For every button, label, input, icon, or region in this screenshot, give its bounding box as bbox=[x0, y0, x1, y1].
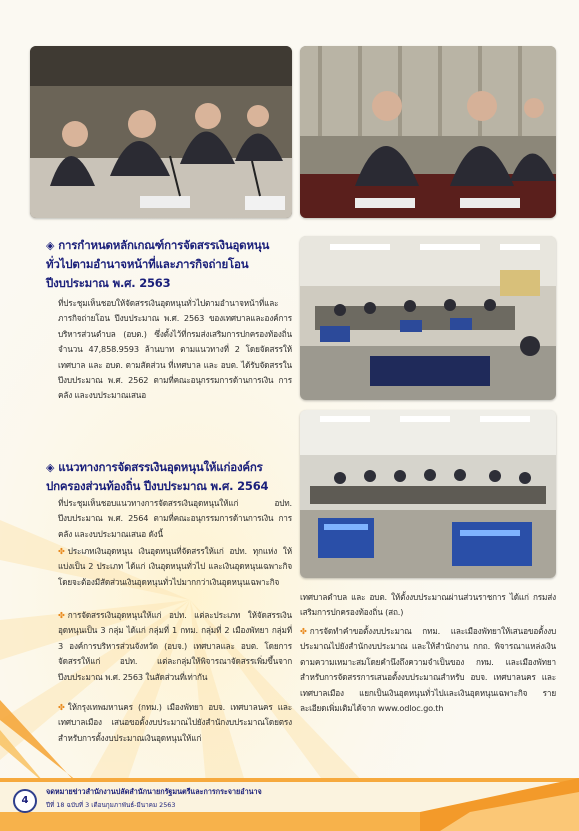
flower-bullet-icon: ✤ bbox=[58, 610, 65, 620]
section-1-heading bbox=[46, 236, 292, 293]
list-item bbox=[58, 608, 292, 685]
section-1-body: ที่ประชุมเห็นชอบให้จัดสรรเงินอุดหนุนทั่วไปตามอำนาจหน้าที่และภารกิจถ่ายโอน ปีงบประมาณ พ.ศ. 2563 ของเทศบาลและองค์การบริหารส่วนตำบล (อบต.) ซึ่งตั้งไว้ที่กรมส่งเสริมการปกครองท้องถิ่น จำนวน 47,858.9593 ล้านบาท ตามแนวทางที่ 2 โดยจัดสรรให้เทศบาล และ อบต. ตามสัดส่วน ที่เทศบาล และ อบต. ได้รับจัดสรรในปีงบประมาณ พ.ศ. 2562 ตามที่คณะอนุกรรมการด้านการเงิน การคลัง และงบประมาณเสนอ bbox=[58, 298, 292, 401]
list-item-text: ให้กรุงเทพมหานคร (กทม.) เมืองพัทยา อบจ. เทศบาลนคร และเทศบาลเมือง เสนอขอตั้งงบประมาณไปยังสำนักงบประมาณโดยตรง สำหรับการตั้งงบประมาณเงินอุดหนุนให้แก่ bbox=[58, 702, 292, 743]
list-item-continued bbox=[300, 590, 556, 621]
footer-issue-info: ปีที่ 18 ฉบับที่ 3 เดือนกุมภาพันธ์-มีนาคม 2563 bbox=[46, 801, 176, 809]
list-item bbox=[300, 624, 556, 716]
list-item-text: การจัดสรรเงินอุดหนุนให้แก่ อปท. แต่ละประเภท ให้จัดสรรเงินอุดหนุนเป็น 3 กลุ่ม ได้แก่ กลุ่มที่ 1 กทม. กลุ่มที่ 2 เมืองพัทยา กลุ่มที่ 3 องค์การบริหารส่วนจังหวัด (อบจ.) เทศบาลและ อบต. โดยการจัดสรรให้แก่ อปท. แต่ละกลุ่มให้พิจารณาจัดสรรเพิ่มขึ้นจากปีงบประมาณ พ.ศ. 2563 ในสัดส่วนที่เท่ากัน bbox=[58, 610, 292, 682]
section-1-title: การกำหนดหลักเกณฑ์การจัดสรรเงินอุดหนุนทั่วไปตามอำนาจหน้าที่และภารกิจถ่ายโอน ปีงบประมาณ พ.ศ. 2563 bbox=[46, 238, 270, 290]
flower-bullet-icon: ✤ bbox=[58, 702, 65, 712]
footer-publication-title: จดหมายข่าวสำนักงานปลัดสำนักนายกรัฐมนตรีและการกระจายอำนาจ bbox=[46, 787, 262, 796]
photo-conference-room-wide bbox=[300, 236, 556, 400]
photo-chairmen-seated bbox=[300, 46, 556, 218]
flower-bullet-icon: ✤ bbox=[58, 546, 65, 556]
photo-meeting-officials-table bbox=[30, 46, 292, 218]
diamond-bullet-icon: ◈ bbox=[46, 239, 55, 252]
section-2-heading bbox=[46, 458, 292, 496]
list-item-text: ประเภทเงินอุดหนุน เงินอุดหนุนที่จัดสรรให้แก่ อปท. ทุกแห่ง ให้แบ่งเป็น 2 ประเภท ได้แก่ เงินอุดหนุนทั่วไป และเงินอุดหนุนเฉพาะกิจ โดยจะต้องมีสัดส่วนเงินอุดหนุนทั่วไปมากกว่าเงินอุดหนุนเฉพาะกิจ bbox=[58, 546, 292, 587]
section-2-title: แนวทางการจัดสรรเงินอุดหนุนให้แก่องค์กรปกครองส่วนท้องถิ่น ปีงบประมาณ พ.ศ. 2564 bbox=[46, 460, 269, 493]
page-number: 4 bbox=[13, 789, 37, 813]
flower-bullet-icon: ✤ bbox=[300, 626, 307, 636]
list-item-text: การจัดทำคำขอตั้งงบประมาณ กทม. และเมืองพัทยาให้เสนอขอตั้งงบประมาณไปยังสำนักงบประมาณ และให้สำนักงาน กกถ. พิจารณาแหล่งเงินตามความเหมาะสมโดยคำนึงถึงความจำเป็นของ กทม. และเมืองพัทยา สำหรับการจัดสรรการเสนอตั้งงบประมาณสำหรับ อบจ. เทศบาลนคร และเทศบาลเมือง แยกเป็นเงินอุดหนุนทั่วไปและเงินอุดหนุนเฉพาะกิจ รายละเอียดเพิ่มเติมได้จาก www.odloc.go.th bbox=[300, 626, 556, 714]
section-2-intro: ที่ประชุมเห็นชอบแนวทางการจัดสรรเงินอุดหนุนให้แก่ อปท. ปีงบประมาณ พ.ศ. 2564 ตามที่คณะอนุกรรมการด้านการเงิน การคลัง และงบประมาณเสนอ ดังนี้ bbox=[58, 498, 292, 539]
list-item-text: เทศบาลตำบล และ อบต. ให้ตั้งงบประมาณผ่านส่วนราชการ ได้แก่ กรมส่งเสริมการปกครองท้องถิ่น (สถ.) bbox=[300, 592, 556, 618]
photo-conference-room-screens bbox=[300, 410, 556, 578]
diamond-bullet-icon: ◈ bbox=[46, 461, 55, 474]
list-item bbox=[58, 700, 292, 746]
list-item bbox=[58, 544, 292, 590]
